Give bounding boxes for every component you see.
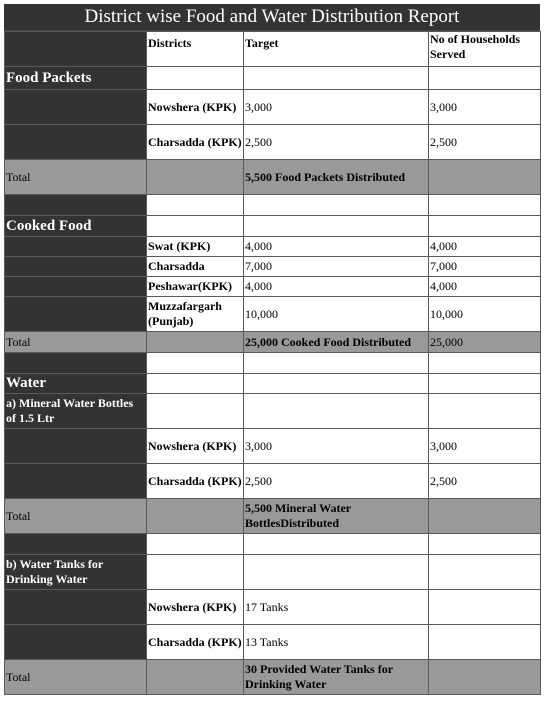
total-target: 30 Provided Water Tanks for Drinking Water [244, 660, 428, 694]
district-cell: Nowshera (KPK) [147, 590, 243, 624]
total-households [429, 160, 540, 194]
spacer-row [5, 534, 540, 554]
table-row [5, 257, 540, 276]
distribution-table [4, 31, 541, 695]
district-cell: Charsadda (KPK) [147, 464, 243, 498]
table-row [5, 277, 540, 296]
section-row [5, 374, 540, 393]
households-cell: 3,000 [429, 429, 540, 463]
total-households [429, 660, 540, 694]
section-water: Water [5, 374, 146, 393]
table-row [5, 464, 540, 498]
households-cell: 7,000 [429, 257, 540, 276]
total-row [5, 660, 540, 694]
district-cell: Peshawar(KPK) [147, 277, 243, 296]
header-households: No of Households Served [429, 32, 540, 66]
households-cell [429, 590, 540, 624]
district-cell: Charsadda [147, 257, 243, 276]
district-cell: Nowshera (KPK) [147, 429, 243, 463]
header-empty-cell [5, 32, 146, 66]
target-cell: 4,000 [244, 237, 428, 256]
spacer-row [5, 195, 540, 215]
total-target: 5,500 Mineral Water BottlesDistributed [244, 499, 428, 533]
target-cell: 13 Tanks [244, 625, 428, 659]
total-households: 25,000 [429, 332, 540, 352]
district-cell: Charsadda (KPK) [147, 125, 243, 159]
report-title: District wise Food and Water Distribution Report [4, 4, 540, 31]
households-cell: 4,000 [429, 277, 540, 296]
target-cell: 3,000 [244, 90, 428, 124]
subsection-water-tanks: b) Water Tanks for Drinking Water [5, 555, 146, 589]
total-row [5, 332, 540, 352]
subsection-row [5, 555, 540, 589]
spacer-row [5, 353, 540, 373]
households-cell [429, 625, 540, 659]
table-row [5, 90, 540, 124]
total-row [5, 160, 540, 194]
total-label: Total [5, 660, 146, 694]
households-cell: 2,500 [429, 125, 540, 159]
report [4, 4, 540, 695]
total-label: Total [5, 499, 146, 533]
district-cell: Muzzafargarh (Punjab) [147, 297, 243, 331]
section-food-packets: Food Packets [5, 67, 146, 89]
target-cell: 3,000 [244, 429, 428, 463]
table-row [5, 125, 540, 159]
target-cell: 2,500 [244, 464, 428, 498]
section-row [5, 216, 540, 236]
households-cell: 10,000 [429, 297, 540, 331]
target-cell: 7,000 [244, 257, 428, 276]
header-row [5, 32, 540, 66]
district-cell: Nowshera (KPK) [147, 90, 243, 124]
district-cell: Charsadda (KPK) [147, 625, 243, 659]
target-cell: 17 Tanks [244, 590, 428, 624]
target-cell: 10,000 [244, 297, 428, 331]
total-label: Total [5, 332, 146, 352]
table-row [5, 237, 540, 256]
total-target: 5,500 Food Packets Distributed [244, 160, 428, 194]
section-cooked-food: Cooked Food [5, 216, 146, 236]
header-districts: Districts [147, 32, 243, 66]
total-households [429, 499, 540, 533]
table-row [5, 297, 540, 331]
total-label: Total [5, 160, 146, 194]
table-row [5, 429, 540, 463]
total-target: 25,000 Cooked Food Distributed [244, 332, 428, 352]
households-cell: 4,000 [429, 237, 540, 256]
table-row [5, 590, 540, 624]
total-row [5, 499, 540, 533]
subsection-row [5, 394, 540, 428]
target-cell: 2,500 [244, 125, 428, 159]
table-row [5, 625, 540, 659]
section-row [5, 67, 540, 89]
district-cell: Swat (KPK) [147, 237, 243, 256]
header-target: Target [244, 32, 428, 66]
subsection-mineral-water: a) Mineral Water Bottles of 1.5 Ltr [5, 394, 146, 428]
households-cell: 2,500 [429, 464, 540, 498]
target-cell: 4,000 [244, 277, 428, 296]
households-cell: 3,000 [429, 90, 540, 124]
